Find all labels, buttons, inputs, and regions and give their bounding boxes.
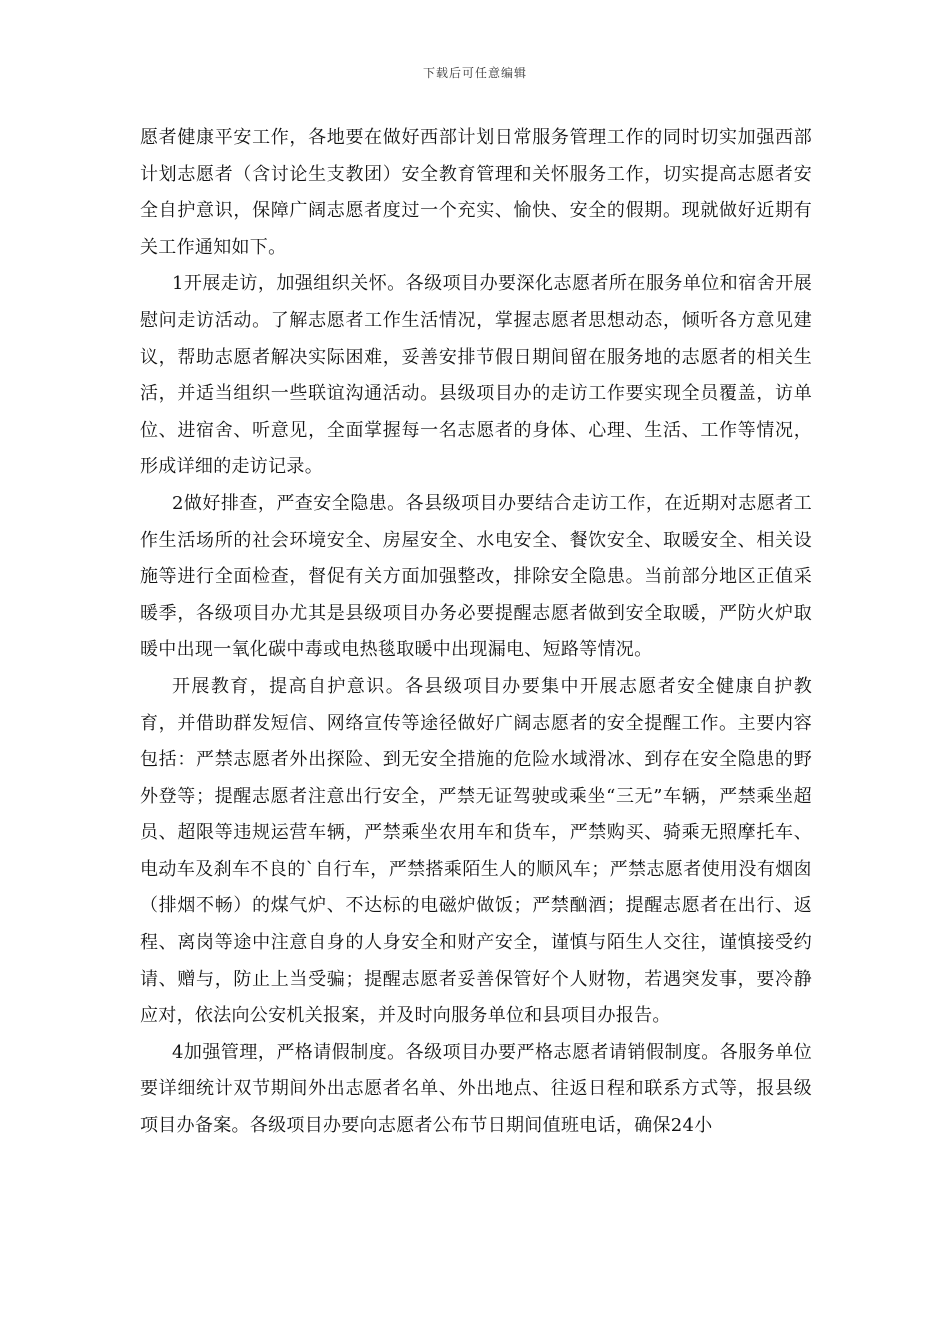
paragraph-education: 开展教育，提高自护意识。各县级项目办要集中开展志愿者安全健康自护教育，并借助群发短信、网络宣传等途径做好广阔志愿者的安全提醒工作。主要内容包括：严禁志愿者外出探险、到无安全措施的危险水域滑冰、到存在安全隐患的野外登等；提醒志愿者注意出行安全，严禁无证驾驶或乘坐“三无”车辆，严禁乘坐超员、超限等违规运营车辆，严禁乘坐农用车和货车，严禁购买、骑乘无照摩托车、电动车及刹车不良的`自行车，严禁搭乘陌生人的顺风车；严禁志愿者使用没有烟囱（排烟不畅）的煤气炉、不达标的电磁炉做饭；严禁酗酒；提醒志愿者在出行、返程、离岗等途中注意自身的人身安全和财产安全，谨慎与陌生人交往，谨慎接受约请、赠与，防止上当受骗；提醒志愿者妥善保管好个人财物，若遇突发事，要冷静应对，依法向公安机关报案，并及时向服务单位和县项目办报告。 [140, 675, 812, 1027]
paragraph-inspection: 2做好排查，严查安全隐患。各县级项目办要结合走访工作，在近期对志愿者工作生活场所的社会环境安全、房屋安全、水电安全、餐饮安全、取暖安全、相关设施等进行全面检查，督促有关方面加强整改，排除安全隐患。当前部分地区正值采暖季，各级项目办尤其是县级项目办务必要提醒志愿者做到安全取暖，严防火炉取暖中出现一氧化碳中毒或电热毯取暖中出现漏电、短路等情况。 [140, 492, 812, 661]
paragraph-management: 4加强管理，严格请假制度。各级项目办要严格志愿者请销假制度。各服务单位要详细统计双节期间外出志愿者名单、外出地点、往返日程和联系方式等，报县级项目办备案。各级项目办要向志愿者公布节日期间值班电话，确保24小 [140, 1041, 812, 1137]
document-body [140, 120, 812, 1145]
paragraph-intro-continued: 愿者健康平安工作，各地要在做好西部计划日常服务管理工作的同时切实加强西部计划志愿者（含讨论生支教团）安全教育管理和关怀服务工作，切实提高志愿者安全自护意识，保障广阔志愿者度过一个充实、愉快、安全的假期。现就做好近期有关工作通知如下。 [140, 127, 812, 258]
paragraph-visits: 1开展走访，加强组织关怀。各级项目办要深化志愿者所在服务单位和宿舍开展慰问走访活动。了解志愿者工作生活情况，掌握志愿者思想动态，倾听各方意见建议，帮助志愿者解决实际困难，妥善安排节假日期间留在服务地的志愿者的相关生活，并适当组织一些联谊沟通活动。县级项目办的走访工作要实现全员覆盖，访单位、进宿舍、听意见，全面掌握每一名志愿者的身体、心理、生活、工作等情况，形成详细的走访记录。 [140, 273, 812, 478]
page-header: 下载后可任意编辑 [422, 66, 527, 80]
